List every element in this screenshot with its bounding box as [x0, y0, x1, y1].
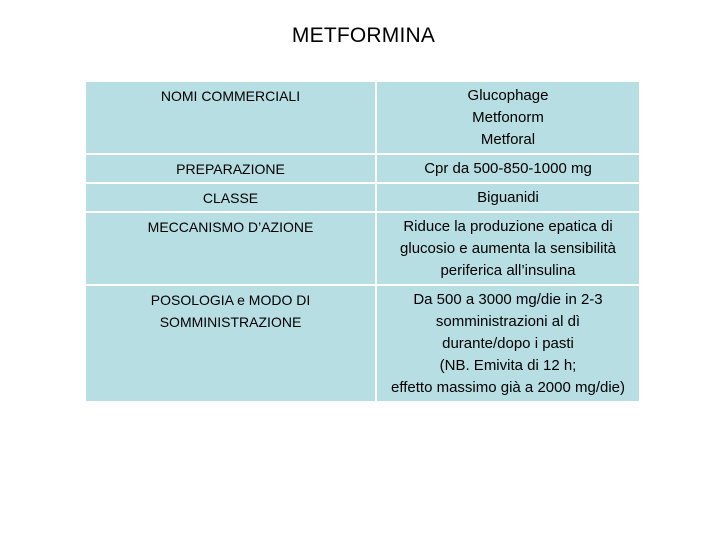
row-label-text: CLASSE	[202, 190, 259, 206]
row-value-line: Metfonorm	[472, 109, 544, 126]
row-value-line: Cpr da 500-850-1000 mg	[424, 160, 592, 177]
row-label-text: PREPARAZIONE	[176, 161, 285, 177]
row-value	[376, 212, 640, 285]
row-value	[376, 285, 640, 402]
row-value-line: Da 500 a 3000 mg/die in 2-3	[413, 291, 603, 308]
row-label	[85, 183, 376, 212]
table-row	[85, 183, 640, 212]
row-value	[376, 183, 640, 212]
row-value-line: (NB. Emivita di 12 h;	[439, 357, 577, 374]
table-row	[85, 212, 640, 285]
row-value-line: effetto massimo già a 2000 mg/die)	[390, 379, 626, 396]
row-label-text: POSOLOGIA e MODO DI	[150, 292, 311, 308]
row-label-text: SOMMINISTRAZIONE	[159, 314, 302, 330]
row-value	[376, 154, 640, 183]
table-row	[85, 285, 640, 402]
row-value	[376, 81, 640, 154]
row-label-text: MECCANISMO D’AZIONE	[147, 219, 314, 235]
table-row	[85, 154, 640, 183]
row-value-line: durante/dopo i pasti	[442, 335, 574, 352]
row-label	[85, 81, 376, 154]
row-label	[85, 212, 376, 285]
row-value-line: Biguanidi	[477, 189, 539, 206]
row-label	[85, 285, 376, 402]
row-value-line: Glucophage	[467, 87, 549, 104]
row-value-line: periferica all’insulina	[440, 262, 576, 279]
row-value-line: Metforal	[480, 131, 536, 148]
drug-info-table	[84, 80, 641, 403]
row-value-line: glucosio e aumenta la sensibilità	[400, 240, 616, 257]
row-label-text: NOMI COMMERCIALI	[160, 88, 301, 104]
row-label	[85, 154, 376, 183]
row-value-line: somministrazioni al dì	[435, 313, 581, 330]
table-row	[85, 81, 640, 154]
row-value-line: Riduce la produzione epatica di	[403, 218, 613, 235]
page-title: METFORMINA	[291, 24, 436, 47]
